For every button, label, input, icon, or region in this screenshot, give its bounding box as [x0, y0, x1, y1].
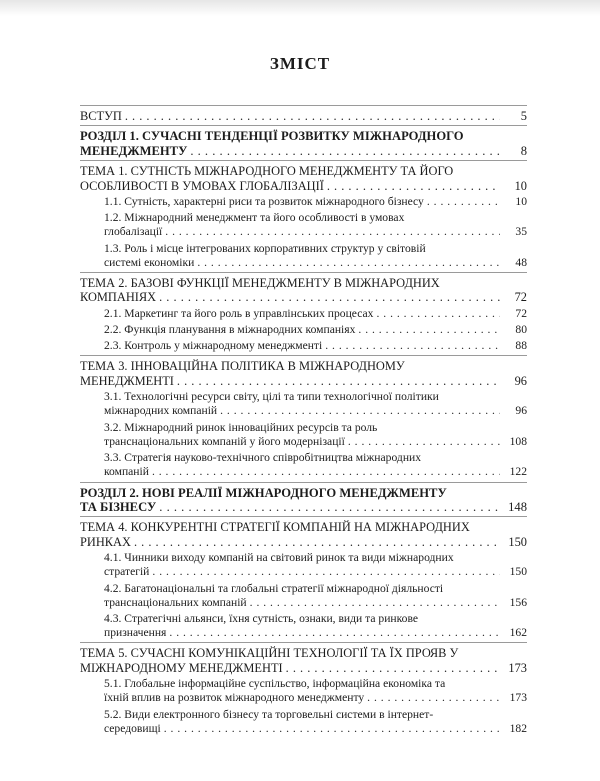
toc-subentry[interactable]: [80, 582, 527, 610]
entry-title-cont: МЕНЕДЖМЕНТІ: [80, 373, 174, 388]
leader-dots: [152, 465, 500, 479]
entry-title: 4.3. Стратегічні альянси, їхня сутність, ознаки, види та ринкове: [104, 611, 418, 625]
toc-subentry[interactable]: [80, 677, 527, 705]
leader-dots: [159, 500, 500, 514]
toc-subentry[interactable]: [80, 421, 527, 449]
leader-dots: [286, 661, 500, 675]
entry-title-cont: ТА БІЗНЕСУ: [80, 499, 157, 514]
entry-title-cont: КОМПАНІЯХ: [80, 290, 157, 305]
toc-topic[interactable]: [80, 520, 527, 549]
leader-dots: [164, 722, 500, 736]
page-number: 182: [509, 721, 527, 735]
page-number: 8: [520, 143, 527, 158]
leader-dots: [165, 225, 500, 239]
leader-dots: [348, 435, 500, 449]
entry-title-cont: компаній: [104, 465, 149, 479]
entry-title: 2.2. Функція планування в міжнародних компаніях: [104, 323, 356, 337]
leader-dots: [177, 374, 500, 388]
entry-title: 5.1. Глобальне інформаційне суспільство, інформаційна економіка та: [104, 677, 446, 691]
page-number: 122: [509, 465, 527, 479]
leader-dots: [427, 195, 500, 209]
page-number: 150: [508, 534, 527, 549]
leader-dots: [190, 144, 500, 158]
entry-title: ТЕМА 4. КОНКУРЕНТНІ СТРАТЕГІЇ КОМПАНІЙ НА МІЖНАРОДНИХ: [80, 520, 470, 535]
leader-dots: [169, 626, 500, 640]
page-number: 48: [515, 255, 527, 269]
entry-title-cont: РИНКАХ: [80, 534, 131, 549]
entry-title: 3.2. Міжнародний ринок інноваційних ресурсів та роль: [104, 420, 378, 434]
entry-title: ТЕМА 1. СУТНІСТЬ МІЖНАРОДНОГО МЕНЕДЖМЕНТУ ТА ЙОГО: [80, 164, 454, 179]
page-number: 5: [520, 109, 527, 123]
page-number: 88: [515, 339, 527, 353]
page-number: 35: [515, 225, 527, 239]
leader-dots: [325, 339, 500, 353]
toc-subentry[interactable]: [80, 211, 527, 239]
toc-subentry[interactable]: [80, 708, 527, 736]
toc-subentry[interactable]: [80, 612, 527, 640]
toc-topic[interactable]: [80, 276, 527, 305]
toc-subentry[interactable]: [80, 195, 527, 209]
page-number: 10: [515, 195, 527, 209]
entry-title: 1.3. Роль і місце інтегрованих корпоративних структур у світовій: [104, 241, 426, 255]
toc-subentry[interactable]: [80, 307, 527, 321]
page-number: 72: [514, 290, 527, 305]
toc-topic[interactable]: [80, 164, 527, 193]
entry-title-cont: ОСОБЛИВОСТІ В УМОВАХ ГЛОБАЛІЗАЦІЇ: [80, 178, 324, 193]
toc-subentry[interactable]: [80, 390, 527, 418]
entry-title-cont: транснаціональних компаній у його модернізації: [104, 434, 345, 448]
leader-dots: [197, 256, 500, 270]
entry-title: ТЕМА 3. ІННОВАЦІЙНА ПОЛІТИКА В МІЖНАРОДНОМУ: [80, 359, 405, 374]
toc-section[interactable]: [80, 129, 527, 158]
entry-title: 2.3. Контроль у міжнародному менеджменті: [104, 339, 323, 353]
entry-title-cont: МІЖНАРОДНОМУ МЕНЕДЖМЕНТІ: [80, 660, 283, 675]
page-number: 96: [515, 404, 527, 418]
page-number: 72: [515, 306, 527, 320]
entry-title-cont: МЕНЕДЖМЕНТУ: [80, 143, 188, 158]
leader-dots: [125, 109, 500, 123]
entry-title-cont: глобалізації: [104, 225, 163, 239]
divider: [80, 642, 527, 643]
page-title: ЗМІСТ: [269, 54, 331, 73]
page-number: 148: [508, 499, 527, 514]
entry-title: 5.2. Види електронного бізнесу та торговельні системи в інтернет-: [104, 707, 434, 721]
toc-subentry[interactable]: [80, 551, 527, 579]
entry-title: РОЗДІЛ 1. СУЧАСНІ ТЕНДЕНЦІЇ РОЗВИТКУ МІЖНАРОДНОГО: [80, 129, 464, 144]
page-number: 10: [514, 178, 527, 193]
toc-section[interactable]: [80, 486, 527, 515]
leader-dots: [327, 179, 500, 193]
toc-topic[interactable]: [80, 646, 527, 675]
page-number: 173: [509, 691, 527, 705]
entry-title-cont: транснаціональних компаній: [104, 595, 247, 609]
entry-title-cont: стратегій: [104, 565, 150, 579]
page-number: 173: [508, 660, 527, 675]
entry-title: ТЕМА 5. СУЧАСНІ КОМУНІКАЦІЙНІ ТЕХНОЛОГІЇ ТА ЇХ ПРОЯВ У: [80, 646, 459, 661]
entry-title-cont: їхній вплив на розвиток міжнародного менеджменту: [104, 691, 365, 705]
entry-title-cont: середовищі: [104, 721, 161, 735]
divider: [80, 105, 527, 106]
page-number: 162: [509, 626, 527, 640]
page-number: 108: [509, 434, 527, 448]
leader-dots: [152, 565, 500, 579]
scan-top-shadow: [0, 0, 600, 16]
table-of-contents: [80, 103, 527, 738]
entry-title: ТЕМА 2. БАЗОВІ ФУНКЦІЇ МЕНЕДЖМЕНТУ В МІЖНАРОДНИХ: [80, 276, 440, 291]
divider: [80, 355, 527, 356]
entry-title: ВСТУП: [80, 109, 122, 123]
leader-dots: [220, 404, 500, 418]
leader-dots: [358, 323, 500, 337]
page-number: 80: [515, 323, 527, 337]
toc-entry[interactable]: [80, 109, 527, 123]
toc-subentry[interactable]: [80, 242, 527, 270]
entry-title: 4.2. Багатонаціональні та глобальні стратегії міжнародної діяльності: [104, 581, 444, 595]
divider: [80, 160, 527, 161]
entry-title-cont: призначення: [104, 626, 167, 640]
entry-title: 3.3. Стратегія науково-технічного співробітництва міжнародних: [104, 451, 422, 465]
entry-title: 1.2. Міжнародний менеджмент та його особливості в умовах: [104, 211, 405, 225]
page-number: 150: [509, 565, 527, 579]
divider: [80, 516, 527, 517]
entry-title: РОЗДІЛ 2. НОВІ РЕАЛІЇ МІЖНАРОДНОГО МЕНЕДЖМЕНТУ: [80, 485, 447, 500]
leader-dots: [376, 307, 500, 321]
entry-title: 1.1. Сутність, характерні риси та розвиток міжнародного бізнесу: [104, 195, 424, 209]
page-number: 156: [509, 595, 527, 609]
leader-dots: [134, 535, 500, 549]
toc-subentry[interactable]: [80, 339, 527, 353]
leader-dots: [367, 691, 500, 705]
divider: [80, 272, 527, 273]
entry-title: 4.1. Чинники виходу компаній на світовий ринок та види міжнародних: [104, 551, 454, 565]
entry-title-cont: міжнародних компаній: [104, 404, 218, 418]
divider: [80, 125, 527, 126]
entry-title: 2.1. Маркетинг та його роль в управлінських процесах: [104, 306, 374, 320]
toc-topic[interactable]: [80, 359, 527, 388]
leader-dots: [159, 290, 500, 304]
toc-subentry[interactable]: [80, 451, 527, 479]
entry-title: 3.1. Технологічні ресурси світу, цілі та типи технологічної політики: [104, 390, 439, 404]
entry-title-cont: системі економіки: [104, 255, 195, 269]
leader-dots: [250, 596, 500, 610]
page-number: 96: [514, 373, 527, 388]
toc-subentry[interactable]: [80, 323, 527, 337]
divider: [80, 482, 527, 483]
